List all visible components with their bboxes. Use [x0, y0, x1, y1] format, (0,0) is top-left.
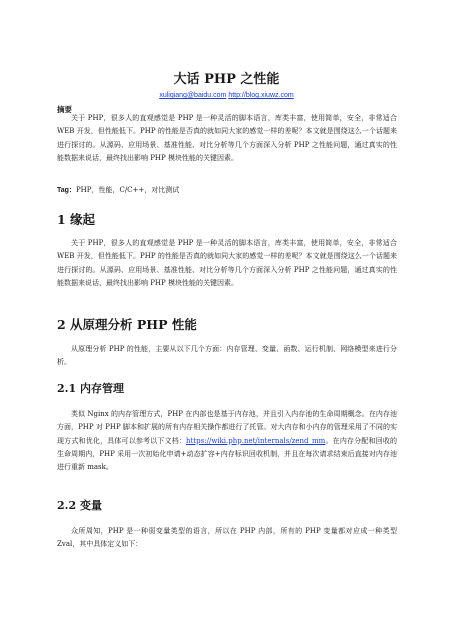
section-2-heading: 2 从原理分析 PHP 性能 — [57, 317, 197, 332]
tags-value: PHP，性能，C/C++，对比测试 — [75, 186, 180, 194]
section-1-paragraph: 关于 PHP，很多人的直观感觉是 PHP 是一种灵活的脚本语言，库类丰富，使用简单，安全，非常适合 WEB 开发，但性能低下。PHP 的性能是否真的就如同大家的感觉一样的差呢？本文就是围绕这么一个话题来进行探讨的。从源码、应用场景、基准性能、对比分析等几个方面深入分析 PHP 之性能问题，通过真实的性能数据来说话，最终找出影响 PHP 模块性能的关键因素。 — [57, 239, 397, 287]
section-2-2-paragraph: 众所周知，PHP 是一种弱变量类型的语言，所以在 PHP 内部，所有的 PHP 变量都对应成一种类型 Zval，其中具体定义如下： — [57, 527, 397, 549]
tags-line — [57, 185, 179, 195]
abstract-heading: 摘要 — [57, 105, 72, 114]
document-title: 大话 PHP 之性能 — [173, 72, 280, 87]
section-1-heading: 1 缘起 — [57, 212, 96, 227]
blog-link[interactable]: http://blog.xiuwz.com — [228, 92, 294, 99]
section-2-1-text-b: 。在内存分配和回收的生命周期内，PHP 采用一次初始化申请+动态扩容+内存标识回收机制，并且在每次请求结束后直接对内存池进行重新 mask。 — [57, 436, 398, 472]
email-link[interactable]: xuliqiang@baidu.com — [159, 92, 227, 99]
section-2-2-heading: 2.2 变量 — [57, 499, 102, 512]
abstract-paragraph: 关于 PHP，很多人的直观感觉是 PHP 是一种灵活的脚本语言，库类丰富，使用简单，安全，非常适合 WEB 开发，但性能低下。PHP 的性能是否真的就如同大家的感觉一样的差呢？本文就是围绕这么一个话题来进行探讨的。从源码、应用场景、基准性能、对比分析等几个方面深入分析 PHP 之性能问题，通过真实的性能数据来说话，最终找出影响 PHP 模块性能的关键因素。 — [57, 114, 397, 162]
section-2-1-paragraph — [57, 408, 397, 474]
author-contact — [0, 92, 453, 99]
section-2-1-heading: 2.1 内存管理 — [57, 382, 124, 395]
tags-label: Tag： — [57, 187, 76, 194]
section-2-paragraph: 从原理分析 PHP 的性能，主要从以下几个方面：内存管理、变量、函数、运行机制、网络模型来进行分析。 — [57, 345, 397, 367]
section-2-1-text-a: 类似 Nginx 的内存管理方式，PHP 在内部也是基于内存池，并且引入内存池的生命周期概念。在内存池方面，PHP 对 PHP 脚本和扩展的所有内存相关操作都进行了托管。对大内存和小内存的管理采用了不同的实现方式和优化，具体可以参考以下文档： — [57, 410, 397, 445]
zend-mm-link[interactable]: https://wiki.php.net/internals/zend_mm — [186, 436, 326, 445]
